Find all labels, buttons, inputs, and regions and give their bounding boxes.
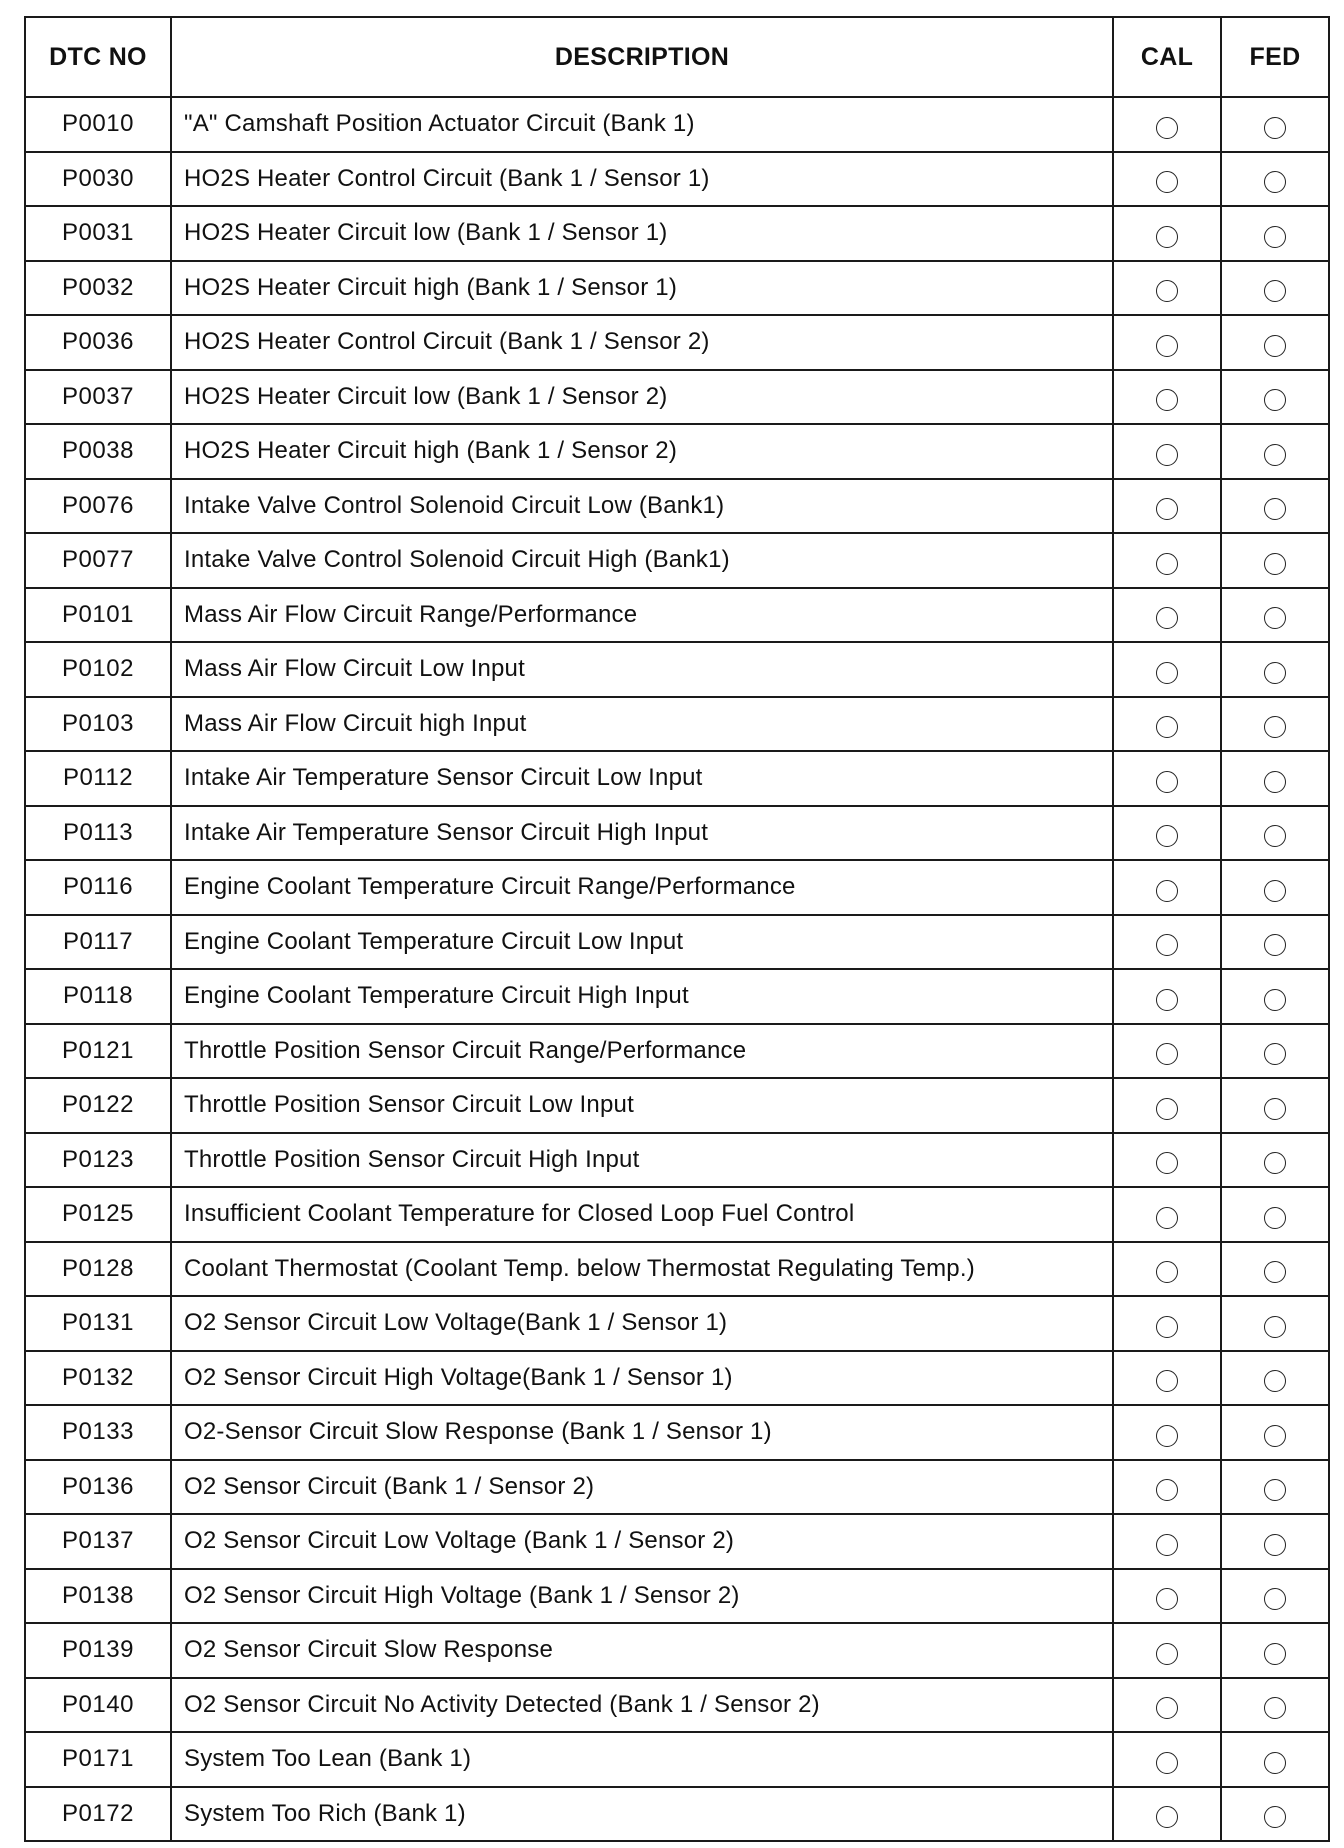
table-row (25, 588, 1329, 643)
cal-mark-cell (1113, 152, 1221, 207)
dtc-code-cell: P0010 (25, 97, 171, 152)
dtc-code-cell: P0118 (25, 969, 171, 1024)
circle-mark-icon (1264, 1207, 1286, 1229)
fed-mark-cell (1221, 642, 1329, 697)
circle-mark-icon (1156, 1588, 1178, 1610)
circle-mark-icon (1264, 1479, 1286, 1501)
circle-mark-icon (1264, 1697, 1286, 1719)
dtc-description-cell: HO2S Heater Control Circuit (Bank 1 / Sensor 2) (171, 315, 1113, 370)
table-row (25, 1133, 1329, 1188)
circle-mark-icon (1156, 1752, 1178, 1774)
fed-mark-cell (1221, 1078, 1329, 1133)
circle-mark-icon (1264, 1806, 1286, 1828)
circle-mark-icon (1264, 1643, 1286, 1665)
fed-mark-cell (1221, 1460, 1329, 1515)
cal-mark-cell (1113, 1569, 1221, 1624)
circle-mark-icon (1264, 1261, 1286, 1283)
dtc-code-cell: P0076 (25, 479, 171, 534)
table-row (25, 1078, 1329, 1133)
circle-mark-icon (1264, 1752, 1286, 1774)
table-row (25, 806, 1329, 861)
cal-mark-cell (1113, 424, 1221, 479)
cal-mark-cell (1113, 1460, 1221, 1515)
circle-mark-icon (1264, 389, 1286, 411)
circle-mark-icon (1156, 1043, 1178, 1065)
table-header (25, 17, 1329, 97)
cal-mark-cell (1113, 860, 1221, 915)
dtc-document (24, 16, 1328, 1842)
dtc-code-cell: P0171 (25, 1732, 171, 1787)
table-row (25, 642, 1329, 697)
dtc-code-cell: P0136 (25, 1460, 171, 1515)
header-fed: FED (1221, 17, 1329, 97)
dtc-table (24, 16, 1330, 1842)
circle-mark-icon (1264, 1588, 1286, 1610)
cal-mark-cell (1113, 1078, 1221, 1133)
circle-mark-icon (1264, 662, 1286, 684)
dtc-description-cell: Intake Air Temperature Sensor Circuit Low Input (171, 751, 1113, 806)
circle-mark-icon (1156, 1534, 1178, 1556)
fed-mark-cell (1221, 697, 1329, 752)
table-row (25, 1623, 1329, 1678)
circle-mark-icon (1264, 989, 1286, 1011)
fed-mark-cell (1221, 1732, 1329, 1787)
table-row (25, 315, 1329, 370)
cal-mark-cell (1113, 1514, 1221, 1569)
fed-mark-cell (1221, 915, 1329, 970)
circle-mark-icon (1264, 716, 1286, 738)
cal-mark-cell (1113, 1296, 1221, 1351)
dtc-description-cell: "A" Camshaft Position Actuator Circuit (Bank 1) (171, 97, 1113, 152)
dtc-description-cell: O2-Sensor Circuit Slow Response (Bank 1 / Sensor 1) (171, 1405, 1113, 1460)
circle-mark-icon (1264, 1425, 1286, 1447)
header-description: DESCRIPTION (171, 17, 1113, 97)
dtc-code-cell: P0102 (25, 642, 171, 697)
cal-mark-cell (1113, 97, 1221, 152)
fed-mark-cell (1221, 1623, 1329, 1678)
dtc-description-cell: HO2S Heater Circuit high (Bank 1 / Sensor 1) (171, 261, 1113, 316)
circle-mark-icon (1156, 825, 1178, 847)
circle-mark-icon (1264, 117, 1286, 139)
circle-mark-icon (1264, 934, 1286, 956)
cal-mark-cell (1113, 1623, 1221, 1678)
dtc-code-cell: P0139 (25, 1623, 171, 1678)
fed-mark-cell (1221, 479, 1329, 534)
dtc-code-cell: P0140 (25, 1678, 171, 1733)
circle-mark-icon (1264, 880, 1286, 902)
dtc-code-cell: P0116 (25, 860, 171, 915)
table-row (25, 424, 1329, 479)
cal-mark-cell (1113, 261, 1221, 316)
dtc-description-cell: HO2S Heater Circuit high (Bank 1 / Sensor 2) (171, 424, 1113, 479)
dtc-code-cell: P0032 (25, 261, 171, 316)
dtc-description-cell: Engine Coolant Temperature Circuit Range/Performance (171, 860, 1113, 915)
dtc-code-cell: P0138 (25, 1569, 171, 1624)
table-row (25, 370, 1329, 425)
circle-mark-icon (1156, 553, 1178, 575)
fed-mark-cell (1221, 424, 1329, 479)
cal-mark-cell (1113, 806, 1221, 861)
dtc-description-cell: O2 Sensor Circuit Slow Response (171, 1623, 1113, 1678)
dtc-description-cell: O2 Sensor Circuit Low Voltage(Bank 1 / Sensor 1) (171, 1296, 1113, 1351)
fed-mark-cell (1221, 751, 1329, 806)
dtc-code-cell: P0137 (25, 1514, 171, 1569)
circle-mark-icon (1264, 226, 1286, 248)
header-cal: CAL (1113, 17, 1221, 97)
fed-mark-cell (1221, 1405, 1329, 1460)
cal-mark-cell (1113, 751, 1221, 806)
table-row (25, 751, 1329, 806)
table-row (25, 1351, 1329, 1406)
fed-mark-cell (1221, 533, 1329, 588)
circle-mark-icon (1156, 1806, 1178, 1828)
cal-mark-cell (1113, 533, 1221, 588)
circle-mark-icon (1264, 825, 1286, 847)
fed-mark-cell (1221, 1678, 1329, 1733)
circle-mark-icon (1264, 280, 1286, 302)
fed-mark-cell (1221, 1514, 1329, 1569)
fed-mark-cell (1221, 1187, 1329, 1242)
dtc-code-cell: P0117 (25, 915, 171, 970)
dtc-description-cell: System Too Lean (Bank 1) (171, 1732, 1113, 1787)
circle-mark-icon (1264, 498, 1286, 520)
dtc-code-cell: P0131 (25, 1296, 171, 1351)
dtc-description-cell: Throttle Position Sensor Circuit Low Input (171, 1078, 1113, 1133)
cal-mark-cell (1113, 1405, 1221, 1460)
fed-mark-cell (1221, 206, 1329, 261)
table-row (25, 1405, 1329, 1460)
dtc-description-cell: O2 Sensor Circuit Low Voltage (Bank 1 / Sensor 2) (171, 1514, 1113, 1569)
circle-mark-icon (1156, 1425, 1178, 1447)
circle-mark-icon (1156, 444, 1178, 466)
circle-mark-icon (1156, 1370, 1178, 1392)
dtc-description-cell: Engine Coolant Temperature Circuit High Input (171, 969, 1113, 1024)
fed-mark-cell (1221, 152, 1329, 207)
circle-mark-icon (1156, 771, 1178, 793)
fed-mark-cell (1221, 860, 1329, 915)
cal-mark-cell (1113, 370, 1221, 425)
table-row (25, 1187, 1329, 1242)
circle-mark-icon (1264, 553, 1286, 575)
dtc-description-cell: Intake Valve Control Solenoid Circuit Low (Bank1) (171, 479, 1113, 534)
cal-mark-cell (1113, 1351, 1221, 1406)
dtc-description-cell: O2 Sensor Circuit High Voltage(Bank 1 / Sensor 1) (171, 1351, 1113, 1406)
cal-mark-cell (1113, 479, 1221, 534)
circle-mark-icon (1156, 389, 1178, 411)
dtc-description-cell: Mass Air Flow Circuit high Input (171, 697, 1113, 752)
dtc-code-cell: P0133 (25, 1405, 171, 1460)
circle-mark-icon (1156, 280, 1178, 302)
circle-mark-icon (1264, 1098, 1286, 1120)
circle-mark-icon (1156, 1261, 1178, 1283)
circle-mark-icon (1156, 1152, 1178, 1174)
dtc-code-cell: P0103 (25, 697, 171, 752)
table-body (25, 97, 1329, 1841)
dtc-description-cell: Throttle Position Sensor Circuit Range/Performance (171, 1024, 1113, 1079)
dtc-code-cell: P0077 (25, 533, 171, 588)
circle-mark-icon (1156, 607, 1178, 629)
dtc-description-cell: Mass Air Flow Circuit Low Input (171, 642, 1113, 697)
circle-mark-icon (1156, 1207, 1178, 1229)
circle-mark-icon (1156, 117, 1178, 139)
table-row (25, 206, 1329, 261)
cal-mark-cell (1113, 697, 1221, 752)
circle-mark-icon (1264, 607, 1286, 629)
cal-mark-cell (1113, 206, 1221, 261)
circle-mark-icon (1156, 1098, 1178, 1120)
circle-mark-icon (1264, 1534, 1286, 1556)
dtc-code-cell: P0113 (25, 806, 171, 861)
circle-mark-icon (1156, 662, 1178, 684)
circle-mark-icon (1156, 335, 1178, 357)
dtc-code-cell: P0038 (25, 424, 171, 479)
table-row (25, 1678, 1329, 1733)
circle-mark-icon (1156, 989, 1178, 1011)
cal-mark-cell (1113, 1787, 1221, 1842)
header-dtc-no: DTC NO (25, 17, 171, 97)
table-row (25, 1569, 1329, 1624)
fed-mark-cell (1221, 261, 1329, 316)
table-row (25, 1514, 1329, 1569)
dtc-code-cell: P0172 (25, 1787, 171, 1842)
dtc-description-cell: O2 Sensor Circuit (Bank 1 / Sensor 2) (171, 1460, 1113, 1515)
table-row (25, 261, 1329, 316)
dtc-code-cell: P0122 (25, 1078, 171, 1133)
table-row (25, 1024, 1329, 1079)
table-row (25, 1242, 1329, 1297)
circle-mark-icon (1264, 1316, 1286, 1338)
dtc-code-cell: P0128 (25, 1242, 171, 1297)
dtc-code-cell: P0101 (25, 588, 171, 643)
dtc-description-cell: Throttle Position Sensor Circuit High Input (171, 1133, 1113, 1188)
table-row (25, 915, 1329, 970)
dtc-description-cell: Intake Air Temperature Sensor Circuit High Input (171, 806, 1113, 861)
dtc-code-cell: P0112 (25, 751, 171, 806)
table-row (25, 1732, 1329, 1787)
cal-mark-cell (1113, 1732, 1221, 1787)
circle-mark-icon (1156, 498, 1178, 520)
header-row (25, 17, 1329, 97)
cal-mark-cell (1113, 1242, 1221, 1297)
cal-mark-cell (1113, 1678, 1221, 1733)
circle-mark-icon (1156, 880, 1178, 902)
table-row (25, 1787, 1329, 1842)
table-row (25, 969, 1329, 1024)
dtc-code-cell: P0125 (25, 1187, 171, 1242)
circle-mark-icon (1264, 171, 1286, 193)
fed-mark-cell (1221, 1024, 1329, 1079)
fed-mark-cell (1221, 1787, 1329, 1842)
fed-mark-cell (1221, 1242, 1329, 1297)
table-row (25, 152, 1329, 207)
circle-mark-icon (1156, 171, 1178, 193)
dtc-description-cell: Mass Air Flow Circuit Range/Performance (171, 588, 1113, 643)
cal-mark-cell (1113, 588, 1221, 643)
dtc-code-cell: P0036 (25, 315, 171, 370)
table-row (25, 97, 1329, 152)
cal-mark-cell (1113, 1187, 1221, 1242)
circle-mark-icon (1264, 1370, 1286, 1392)
fed-mark-cell (1221, 588, 1329, 643)
fed-mark-cell (1221, 1569, 1329, 1624)
dtc-description-cell: HO2S Heater Circuit low (Bank 1 / Sensor 1) (171, 206, 1113, 261)
circle-mark-icon (1264, 335, 1286, 357)
fed-mark-cell (1221, 1351, 1329, 1406)
cal-mark-cell (1113, 915, 1221, 970)
fed-mark-cell (1221, 1296, 1329, 1351)
circle-mark-icon (1156, 226, 1178, 248)
circle-mark-icon (1264, 444, 1286, 466)
fed-mark-cell (1221, 370, 1329, 425)
fed-mark-cell (1221, 1133, 1329, 1188)
cal-mark-cell (1113, 1024, 1221, 1079)
dtc-code-cell: P0132 (25, 1351, 171, 1406)
dtc-description-cell: System Too Rich (Bank 1) (171, 1787, 1113, 1842)
table-row (25, 533, 1329, 588)
table-row (25, 860, 1329, 915)
dtc-description-cell: Insufficient Coolant Temperature for Closed Loop Fuel Control (171, 1187, 1113, 1242)
dtc-description-cell: Coolant Thermostat (Coolant Temp. below Thermostat Regulating Temp.) (171, 1242, 1113, 1297)
table-row (25, 697, 1329, 752)
dtc-code-cell: P0123 (25, 1133, 171, 1188)
circle-mark-icon (1156, 934, 1178, 956)
dtc-code-cell: P0037 (25, 370, 171, 425)
circle-mark-icon (1264, 1043, 1286, 1065)
cal-mark-cell (1113, 642, 1221, 697)
cal-mark-cell (1113, 1133, 1221, 1188)
fed-mark-cell (1221, 315, 1329, 370)
dtc-code-cell: P0030 (25, 152, 171, 207)
dtc-description-cell: O2 Sensor Circuit High Voltage (Bank 1 / Sensor 2) (171, 1569, 1113, 1624)
cal-mark-cell (1113, 969, 1221, 1024)
circle-mark-icon (1156, 1697, 1178, 1719)
fed-mark-cell (1221, 806, 1329, 861)
dtc-description-cell: Intake Valve Control Solenoid Circuit High (Bank1) (171, 533, 1113, 588)
circle-mark-icon (1156, 1479, 1178, 1501)
table-row (25, 479, 1329, 534)
circle-mark-icon (1156, 716, 1178, 738)
dtc-description-cell: Engine Coolant Temperature Circuit Low Input (171, 915, 1113, 970)
fed-mark-cell (1221, 97, 1329, 152)
circle-mark-icon (1264, 1152, 1286, 1174)
dtc-description-cell: HO2S Heater Circuit low (Bank 1 / Sensor 2) (171, 370, 1113, 425)
table-row (25, 1460, 1329, 1515)
circle-mark-icon (1264, 771, 1286, 793)
circle-mark-icon (1156, 1643, 1178, 1665)
dtc-code-cell: P0121 (25, 1024, 171, 1079)
circle-mark-icon (1156, 1316, 1178, 1338)
cal-mark-cell (1113, 315, 1221, 370)
dtc-code-cell: P0031 (25, 206, 171, 261)
table-row (25, 1296, 1329, 1351)
fed-mark-cell (1221, 969, 1329, 1024)
dtc-description-cell: HO2S Heater Control Circuit (Bank 1 / Sensor 1) (171, 152, 1113, 207)
dtc-description-cell: O2 Sensor Circuit No Activity Detected (Bank 1 / Sensor 2) (171, 1678, 1113, 1733)
